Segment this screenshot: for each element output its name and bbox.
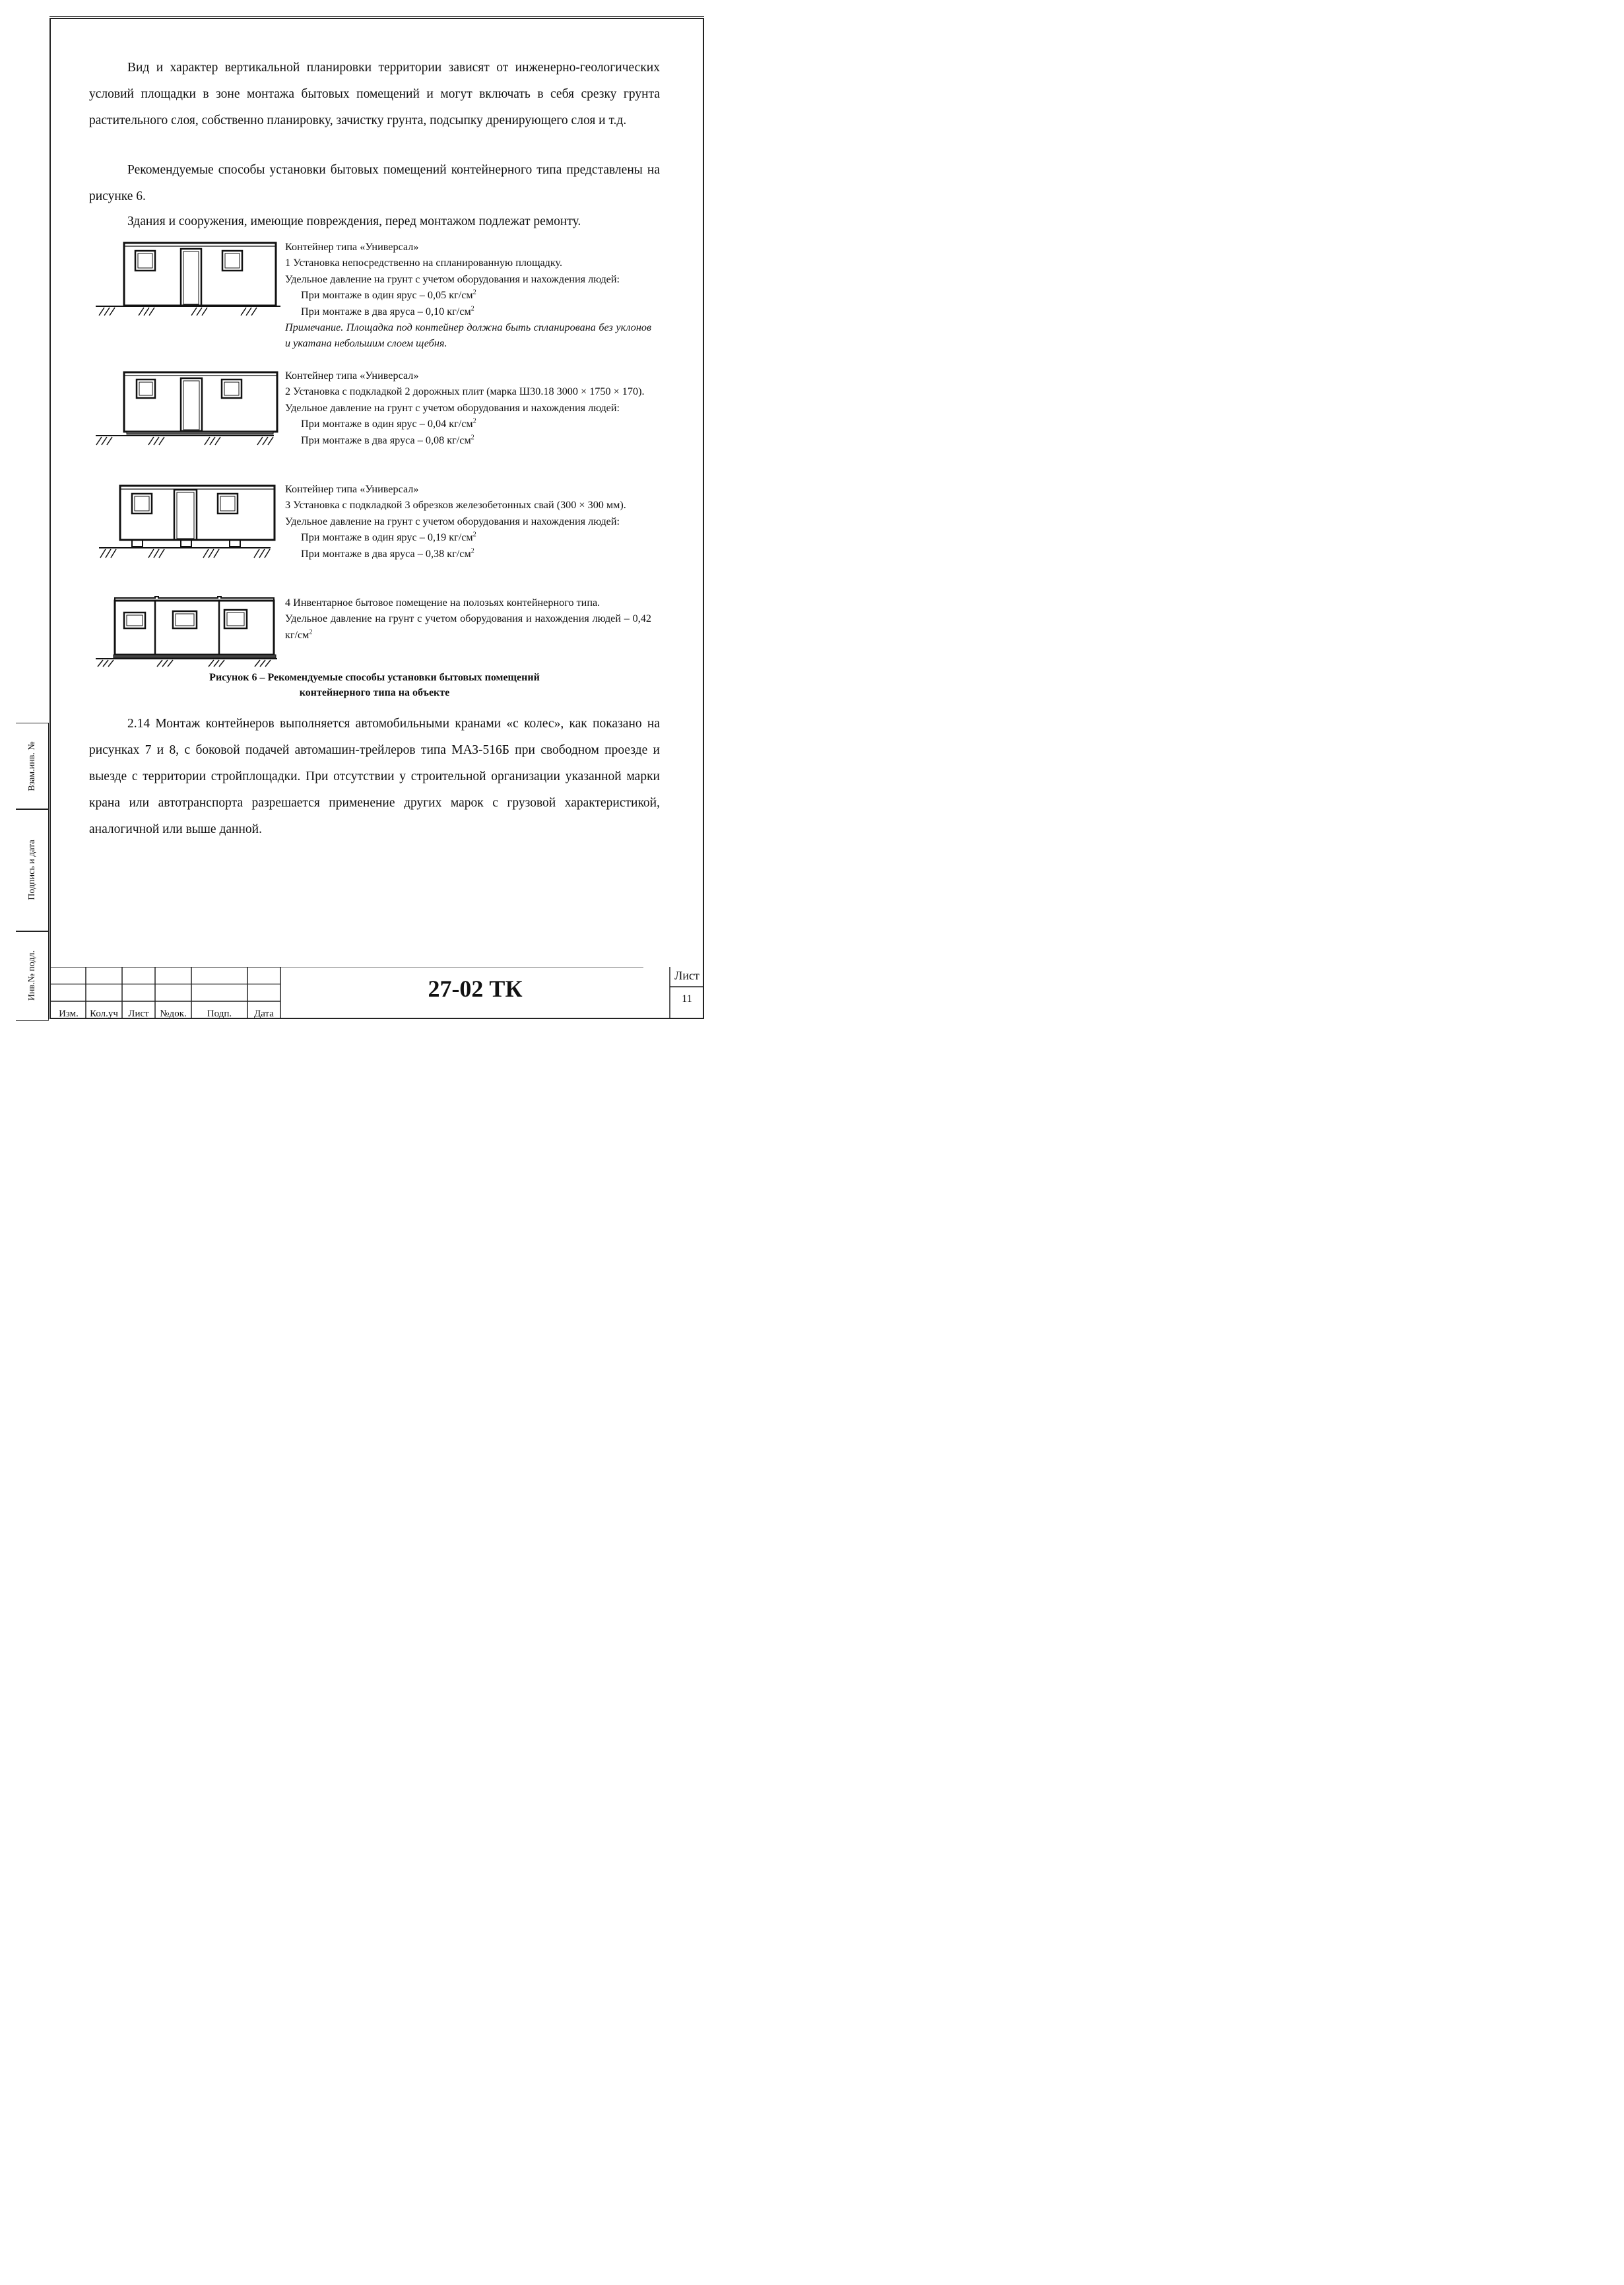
container-drawing-1 — [92, 238, 284, 320]
pressure-one-tier-2: При монтаже в один ярус – 0,04 $кг/см^2$ — [301, 417, 476, 430]
side-box-sign-date — [16, 809, 49, 932]
col-list: Лист — [128, 1009, 149, 1019]
figure-text-3 — [285, 481, 651, 562]
container-drawing-2 — [92, 367, 284, 449]
side-label-inv-copy: Взам.инв. № — [27, 741, 37, 791]
pressure-intro-3: Удельное давление на грунт с учетом оборудования и нахождения людей: — [285, 515, 620, 527]
caption-line-1: Рисунок 6 – Рекомендуемые способы установки бытовых помещений — [209, 672, 540, 683]
figure-text-2 — [285, 368, 651, 448]
side-label-sign-date: Подпись и дата — [27, 840, 37, 900]
col-kol-uch: Кол.уч — [90, 1009, 118, 1019]
document-code: 27-02 ТК — [428, 976, 523, 1002]
pressure-two-tier-3: При монтаже в два яруса – 0,38 $кг/см^2$ — [301, 547, 474, 560]
pressure-two-tier-1: При монтаже в два яруса – 0,10 $кг/см^2$ — [301, 305, 474, 317]
pressure-one-tier-1: При монтаже в один ярус – 0,05 $кг/см^2$ — [301, 288, 476, 302]
paragraph-methods: Рекомендуемые способы установки бытовых помещений контейнерного типа представлены на рисунке 6. — [89, 163, 660, 203]
container-type-2: Контейнер типа «Универсал» — [285, 370, 419, 381]
method-1-note: Примечание. Площадка под контейнер должна быть спланирована без уклонов и укатана небольшим слоем щебня. — [285, 321, 651, 350]
method-4-title: 4 Инвентарное бытовое помещение на полозьях контейнерного типа. — [285, 597, 601, 609]
method-3-title: 3 Установка с подкладкой 3 обрезков железобетонных свай (300 × 300 мм). — [285, 499, 626, 512]
container-type-3: Контейнер типа «Универсал» — [285, 483, 419, 495]
col-izm: Изм. — [59, 1009, 79, 1019]
method-1-title: 1 Установка непосредственно на спланированную площадку. — [285, 257, 563, 269]
side-box-inv-orig — [16, 931, 49, 1021]
sheet-number: 11 — [682, 993, 692, 1005]
container-type-1: Контейнер типа «Универсал» — [285, 241, 419, 253]
pressure-one-tier-3: При монтаже в один ярус – 0,19 $кг/см^2$ — [301, 531, 476, 544]
figure-text-1 — [285, 239, 651, 352]
side-box-inv-copy — [16, 723, 49, 810]
side-stamp — [16, 723, 49, 1020]
pressure-intro-2: Удельное давление на грунт с учетом оборудования и нахождения людей: — [285, 401, 620, 414]
col-podp: Подп. — [207, 1009, 232, 1019]
figure-caption — [89, 670, 660, 700]
paragraph-planning: Вид и характер вертикальной планировки территории зависят от инженерно-геологических условий площадки в зоне монтажа бытовых помещений и могут включать в себя срезку грунта растительного слоя, собственно планировку, зачистку грунта, подсыпку дренирующего слоя и т.д. — [89, 61, 660, 127]
paragraph-repair: Здания и сооружения, имеющие повреждения, перед монтажом подлежат ремонту. — [127, 215, 581, 228]
figure-text-4 — [285, 595, 651, 643]
sheet-label: Лист — [674, 969, 699, 982]
pressure-intro-1: Удельное давление на грунт с учетом оборудования и нахождения людей: — [285, 273, 620, 285]
caption-line-2: контейнерного типа на объекте — [299, 687, 450, 698]
pressure-two-tier-2: При монтаже в два яруса – 0,08 $кг/см^2$ — [301, 434, 474, 446]
container-drawing-3 — [92, 480, 284, 563]
container-drawing-4 — [92, 591, 284, 671]
pressure-4: Удельное давление на грунт с учетом оборудования и нахождения людей – 0,42 $кг/см^2$ — [285, 613, 651, 641]
side-label-inv-orig: Инв.№ подл. — [27, 950, 37, 1001]
method-2-title: 2 Установка с подкладкой 2 дорожных плит (марка Ш30.18 3000 × 1750 × 170). — [285, 385, 645, 398]
col-ndok: №док. — [160, 1009, 187, 1019]
paragraph-2-14: 2.14 Монтаж контейнеров выполняется автомобильными кранами «с колес», как показано на рисунках 7 и 8, с боковой подачей автомашин-трейлеров типа МАЗ-516Б при свободном проезде и выезде с территории стройплощадки. При отсутствии у строительной организации указанной марки крана или автотранспорта разрешается применение других марок с грузовой характеристикой, аналогичной или выше данной. — [89, 717, 660, 836]
frame-top-line — [49, 16, 704, 17]
col-data: Дата — [254, 1009, 274, 1019]
